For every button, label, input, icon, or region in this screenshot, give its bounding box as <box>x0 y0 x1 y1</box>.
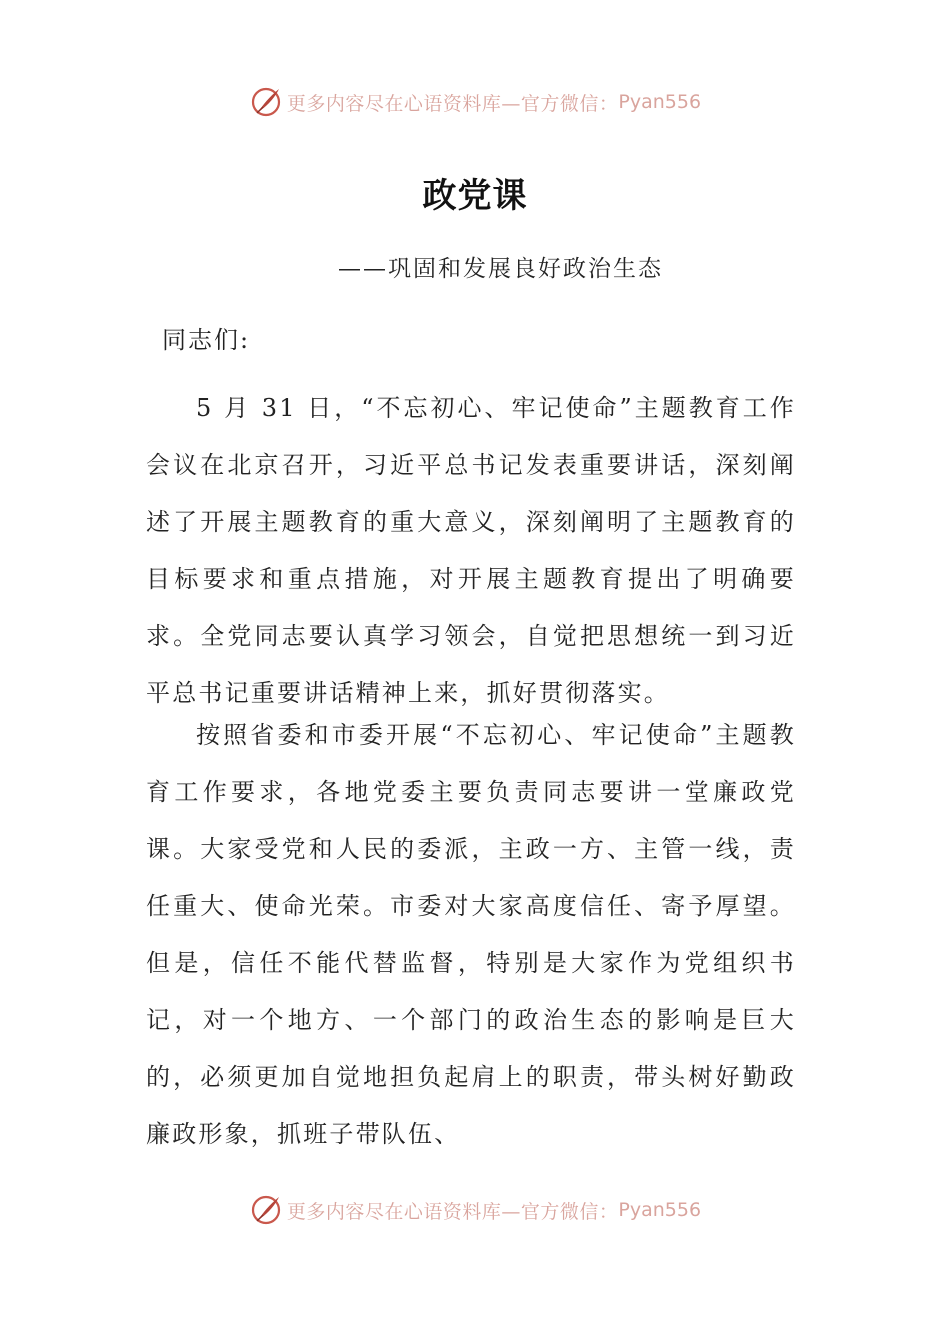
feather-pen-logo-icon <box>249 85 283 119</box>
watermark-text: 更多内容尽在心语资料库—官方微信： <box>286 1200 619 1223</box>
feather-pen-logo-icon <box>249 1193 283 1227</box>
salutation: 同志们: <box>162 326 251 354</box>
document-title: 政党课 <box>422 176 528 216</box>
watermark-text: 更多内容尽在心语资料库—官方微信： <box>286 92 619 115</box>
header-watermark-banner <box>0 82 950 122</box>
watermark-wechat-id: Pyan556 <box>618 1199 702 1221</box>
footer-watermark-banner <box>0 1190 950 1230</box>
document-subtitle: ——巩固和发展良好政治生态 <box>338 256 663 282</box>
body-paragraph: 5 月 31 日，“不忘初心、牢记使命”主题教育工作会议在北京召开，习近平总书记发表重要讲话，深刻阐述了开展主题教育的重大意义，深刻阐明了主题教育的目标要求和重点措施，对开展主题教育提出了明确要求。全党同志要认真学习领会，自觉把思想统一到习近平总书记重要讲话精神上来，抓好贯彻落实。 <box>146 394 796 707</box>
watermark-wechat-id: Pyan556 <box>618 91 702 113</box>
body-paragraph: 按照省委和市委开展“不忘初心、牢记使命”主题教育工作要求，各地党委主要负责同志要讲一堂廉政党课。大家受党和人民的委派，主政一方、主管一线，责任重大、使命光荣。市委对大家高度信任、寄予厚望。但是，信任不能代替监督，特别是大家作为党组织书记，对一个地方、一个部门的政治生态的影响是巨大的，必须更加自觉地担负起肩上的职责，带头树好勤政廉政形象，抓班子带队伍、 <box>146 721 796 1148</box>
